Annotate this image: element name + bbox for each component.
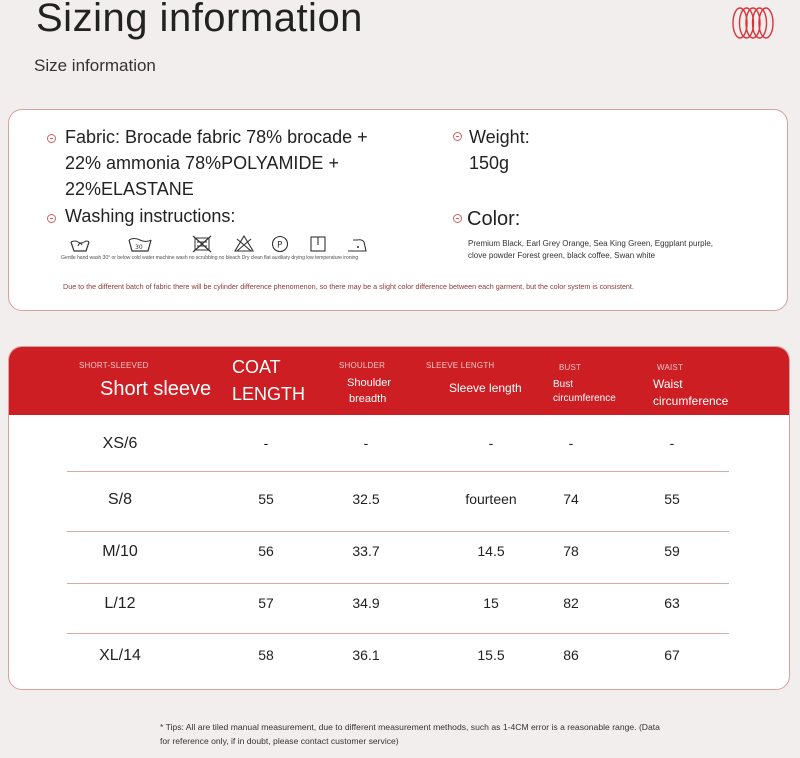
cell-size: M/10 — [102, 543, 138, 560]
no-scrub-icon — [191, 234, 213, 254]
hand-wash-icon — [69, 234, 91, 254]
shoulder-header-line2: breadth — [349, 393, 387, 405]
bullet-icon — [47, 214, 56, 223]
bust-caption: BUST — [559, 363, 582, 372]
cell-sleeve: 15.5 — [477, 647, 505, 663]
row-divider — [67, 531, 729, 532]
cell-coat: - — [263, 435, 269, 451]
page-subtitle: Size information — [34, 56, 156, 75]
cell-shoulder: 32.5 — [352, 491, 380, 507]
color-label: Color: — [467, 208, 521, 230]
svg-text:P: P — [277, 240, 283, 251]
row-divider — [67, 471, 729, 472]
cell-shoulder: 34.9 — [352, 595, 380, 611]
fabric-info-card — [8, 109, 788, 311]
coat-header-line1: COAT — [232, 357, 281, 377]
cell-waist: 59 — [664, 543, 680, 559]
cell-waist: 63 — [664, 595, 680, 611]
cell-shoulder: - — [363, 435, 369, 451]
cell-coat: 55 — [258, 491, 274, 507]
low-iron-icon — [345, 234, 369, 254]
cell-waist: 55 — [664, 491, 680, 507]
cell-bust: - — [568, 435, 574, 451]
washing-label: Washing instructions: — [65, 206, 236, 226]
bust-header-line2: circumference — [553, 393, 616, 404]
bullet-icon — [47, 134, 56, 143]
cell-shoulder: 33.7 — [352, 543, 380, 559]
bust-header-line1: Bust — [553, 379, 574, 390]
sleeve-caption: SLEEVE LENGTH — [426, 361, 495, 370]
waist-header-line2: circumference — [653, 394, 729, 408]
measurement-tips: * Tips: All are tiled manual measurement, due to different measurement methods, such as 1-4CM error is a reasonable range. (Data for reference only, if in doubt, please contact customer service) — [160, 722, 660, 746]
wash-caption: Gentle hand wash 30° or below cold water machine wash no scrubbing no bleach Dry clean flat auxiliary drying low temperature ironing — [61, 255, 359, 261]
cell-size: XL/14 — [99, 647, 141, 664]
dry-clean-icon — [269, 234, 291, 254]
svg-text:30: 30 — [135, 244, 143, 251]
cell-shoulder: 36.1 — [352, 647, 380, 663]
cell-bust: 82 — [563, 595, 579, 611]
bullet-icon — [453, 132, 462, 141]
cell-sleeve: fourteen — [465, 491, 517, 507]
row-divider — [67, 583, 729, 584]
shoulder-header-line1: Shoulder — [347, 377, 392, 389]
rings-icon — [730, 5, 776, 41]
size-column-header: Short sleeve — [100, 378, 212, 400]
cell-coat: 56 — [258, 543, 274, 559]
page-title: Sizing information — [36, 0, 363, 40]
bullet-icon — [453, 214, 462, 223]
cell-bust: 74 — [563, 491, 579, 507]
cell-coat: 58 — [258, 647, 274, 663]
sleeve-header: Sleeve length — [449, 381, 522, 395]
fabric-text: Fabric: Brocade fabric 78% brocade + 22% ammonia 78%POLYAMIDE + 22%ELASTANE — [65, 127, 368, 199]
shoulder-caption: SHOULDER — [339, 361, 386, 370]
cell-bust: 78 — [563, 543, 579, 559]
no-bleach-icon — [233, 234, 255, 254]
cell-waist: 67 — [664, 647, 680, 663]
waist-caption: WAIST — [657, 363, 684, 372]
cell-size: S/8 — [107, 491, 132, 508]
coat-header-line2: LENGTH — [232, 384, 306, 404]
wash-icons — [69, 234, 369, 256]
30-degree-wash-icon — [127, 234, 153, 254]
cell-coat: 57 — [258, 595, 274, 611]
cell-bust: 86 — [563, 647, 579, 663]
color-disclaimer: Due to the different batch of fabric there will be cylinder difference phenomenon, so there may be a slight color difference between each garment, but the color system is consistent. — [63, 282, 634, 291]
cell-waist: - — [669, 435, 675, 451]
cell-sleeve: 15 — [483, 595, 499, 611]
table-header — [9, 347, 789, 415]
cell-size: L/12 — [104, 595, 136, 612]
cell-sleeve: 14.5 — [477, 543, 505, 559]
size-column-caption: SHORT-SLEEVED — [79, 361, 149, 370]
cell-size: XS/6 — [102, 435, 138, 452]
hang-dry-icon — [307, 234, 329, 254]
weight-value: 150g — [469, 153, 510, 173]
weight-label: Weight: — [469, 127, 530, 147]
color-description: Premium Black, Earl Grey Orange, Sea King Green, Eggplant purple, clove powder Forest green, black coffee, Swan white — [468, 239, 714, 260]
waist-header-line1: Waist — [653, 377, 683, 391]
size-table — [8, 346, 790, 690]
row-divider — [67, 633, 729, 634]
cell-sleeve: - — [488, 435, 494, 451]
